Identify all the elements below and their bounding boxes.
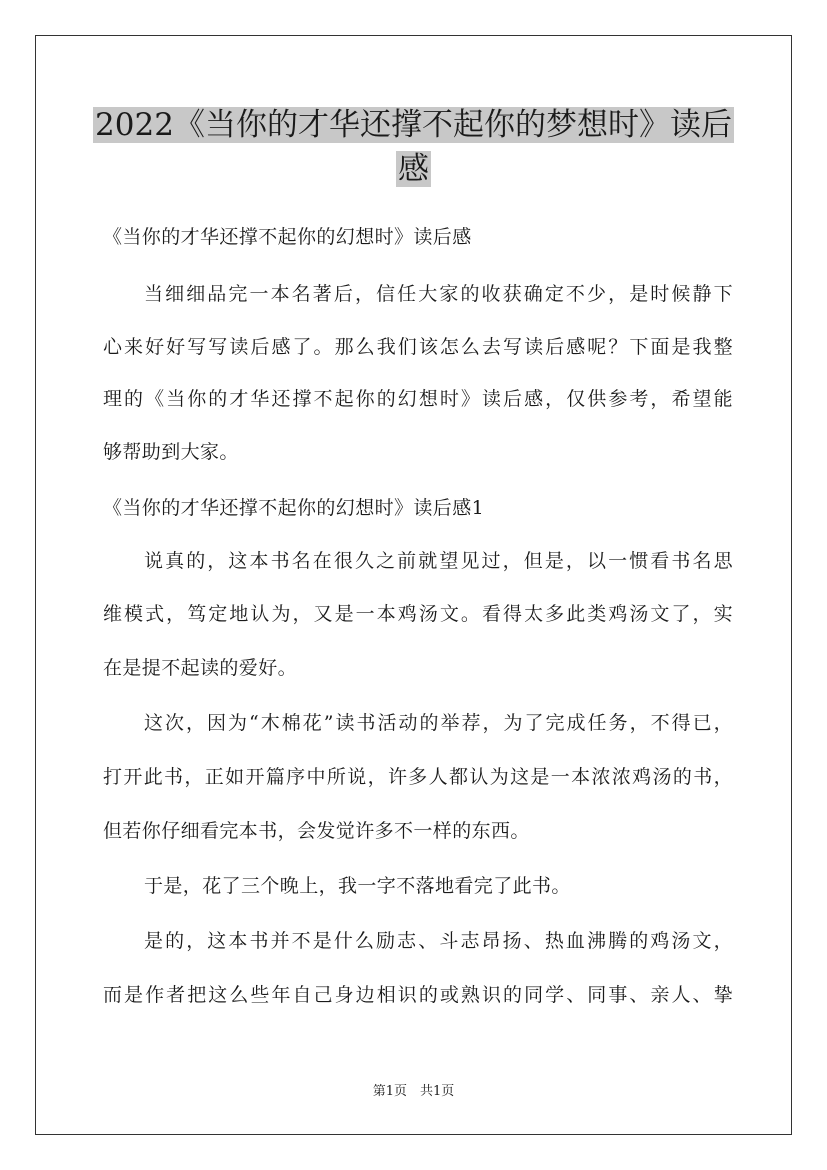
paragraph-line: 在是提不起读的爱好。: [103, 657, 298, 679]
paragraph-line: 够帮助到大家。: [103, 441, 239, 463]
paragraph-line: 打开此书，正如开篇序中所说，许多人都认为这是一本浓浓鸡汤的书，: [103, 766, 733, 788]
title-line-1: 2022《当你的才华还撑不起你的梦想时》读后: [95, 107, 732, 143]
subtitle-line: 《当你的才华还撑不起你的幻想时》读后感: [103, 226, 472, 248]
paragraph-line: 理的《当你的才华还撑不起你的幻想时》读后感，仅供参考，希望能: [103, 388, 733, 410]
paragraph-line: 而是作者把这么些年自己身边相识的或熟识的同学、同事、亲人、挚: [103, 984, 733, 1006]
paragraph-line: 是的，这本书并不是什么励志、斗志昂扬、热血沸腾的鸡汤文，: [144, 930, 733, 952]
paragraph-line: 心来好好写写读后感了。那么我们该怎么去写读后感呢？下面是我整: [103, 336, 733, 358]
page-border: [35, 35, 792, 1135]
page-footer: 第1页 共1页: [372, 1084, 455, 1099]
paragraph-line: 于是，花了三个晚上，我一字不落地看完了此书。: [144, 875, 571, 897]
section-heading: 《当你的才华还撑不起你的幻想时》读后感1: [103, 497, 485, 519]
paragraph-line: 说真的，这本书名在很久之前就望见过，但是，以一惯看书名思: [144, 550, 733, 572]
document-title-continued: [0, 145, 827, 193]
paragraph-line: 维模式，笃定地认为，又是一本鸡汤文。看得太多此类鸡汤文了，实: [103, 603, 733, 625]
paragraph-line: 当细细品完一本名著后，信任大家的收获确定不少，是时候静下: [144, 283, 733, 305]
paragraph-line: 但若你仔细看完本书，会发觉许多不一样的东西。: [103, 820, 530, 842]
title-line-2: 感: [398, 151, 429, 187]
document-title: [0, 101, 827, 149]
paragraph-line: 这次，因为“木棉花”读书活动的举荐，为了完成任务，不得已，: [144, 712, 733, 734]
